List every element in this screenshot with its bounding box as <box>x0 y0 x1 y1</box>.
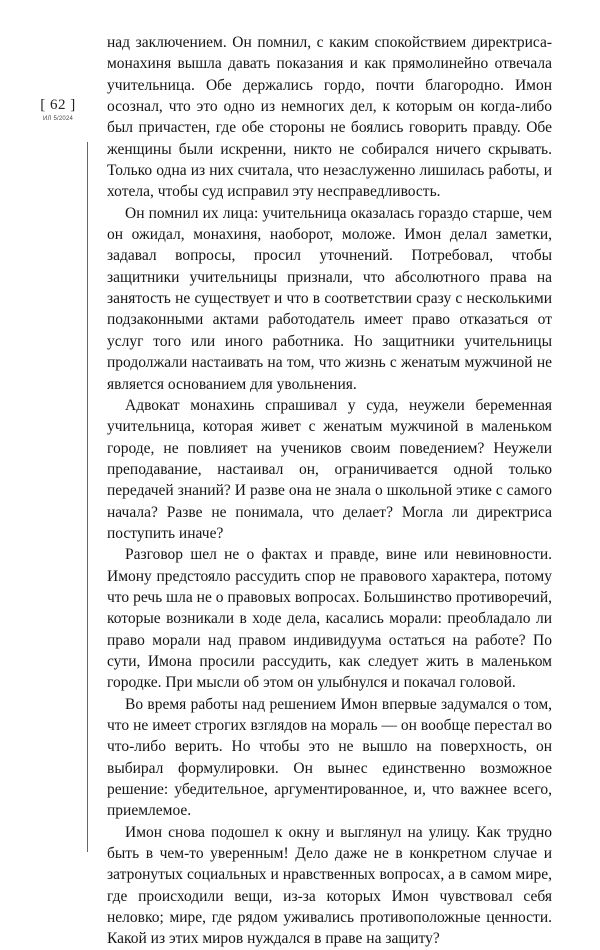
paragraph-5: Во время работы над решением Имон впервые задумался о том, что не имеет строгих взглядов на мораль — он вообще перестал во что-либо верить. Но чтобы это не вышло на поверхность, он выбирал формулировки. Он вынес единственно возможное решение: убедительное, аргументированное, и, что важнее всего, приемлемое. <box>107 695 552 820</box>
journal-issue-code: ИЛ 5/2024 <box>42 116 74 122</box>
paragraph-2: Он помнил их лица: учительница оказалась гораздо старше, чем он ожидал, монахиня, наоборот, моложе. Имон делал заметки, задавал вопросы, просил уточнений. Потребовал, чтобы защитники учительницы признали, что абсолютного права на занятость не существует и что в соответствии сразу с несколькими подзаконными актами работодатель имеет право отказаться от услуг того или иного работника. Но защитники учительницы продолжали настаивать на том, что жизнь с женатым мужчиной не является основанием для увольнения. <box>107 204 552 393</box>
paragraph-4: Разговор шел не о фактах и правде, вине или невиновности. Имону предстояло рассудить спор не правового характера, потому что речь шла не о правовых вопросах. Большинство противоречий, которые возникали в ходе дела, касались морали: преобладало ли право морали над правом индивидуума остаться на работе? По сути, Имона просили рассудить, как следует жить в маленьком городке. При мысли об этом он улыбнулся и покачал головой. <box>107 546 552 692</box>
paragraph-3: Адвокат монахинь спрашивал у суда, неужели беременная учительница, которая живет с женатым мужчиной в маленьком городе, не повлияет на учеников своим поведением? Неужели преподавание, настаивал он, ограничивается одной только передачей знаний? И разве она не знала о школьной этике с самого начала? Разве не понимала, что делает? Могла ли директриса поступить иначе? <box>107 396 552 542</box>
paragraph-6: Имон снова подошел к окну и выглянул на улицу. Как трудно быть в чем-то уверенным! Дело даже не в конкретном случае и затронутых социальных и нравственных вопросах, а в самом мире, где происходили вещи, из-за которых Имон чувствовал себя неловко; мире, где рядом уживались противоположные ценности. Какой из этих миров нуждался в праве на защиту? <box>107 823 552 948</box>
page-number: [ 62 ] <box>40 97 76 113</box>
page-marker <box>28 96 88 123</box>
paragraph-1: над заключением. Он помнил, с каким спокойствием директриса-монахиня вышла давать показания и как прямолинейно отвечала учительница. Обе держались гордо, почти благородно. Имон осознал, что это одно из немногих дел, к которым он когда-либо был причастен, где обе стороны не боялись говорить правду. Обе женщины были искренни, никто не собирался ничего скрывать. Только одна из них считала, что незаслуженно лишилась работы, и хотела, чтобы суд исправил эту несправедливость. <box>107 34 552 201</box>
margin-rule <box>87 142 88 852</box>
text-column <box>107 32 552 950</box>
